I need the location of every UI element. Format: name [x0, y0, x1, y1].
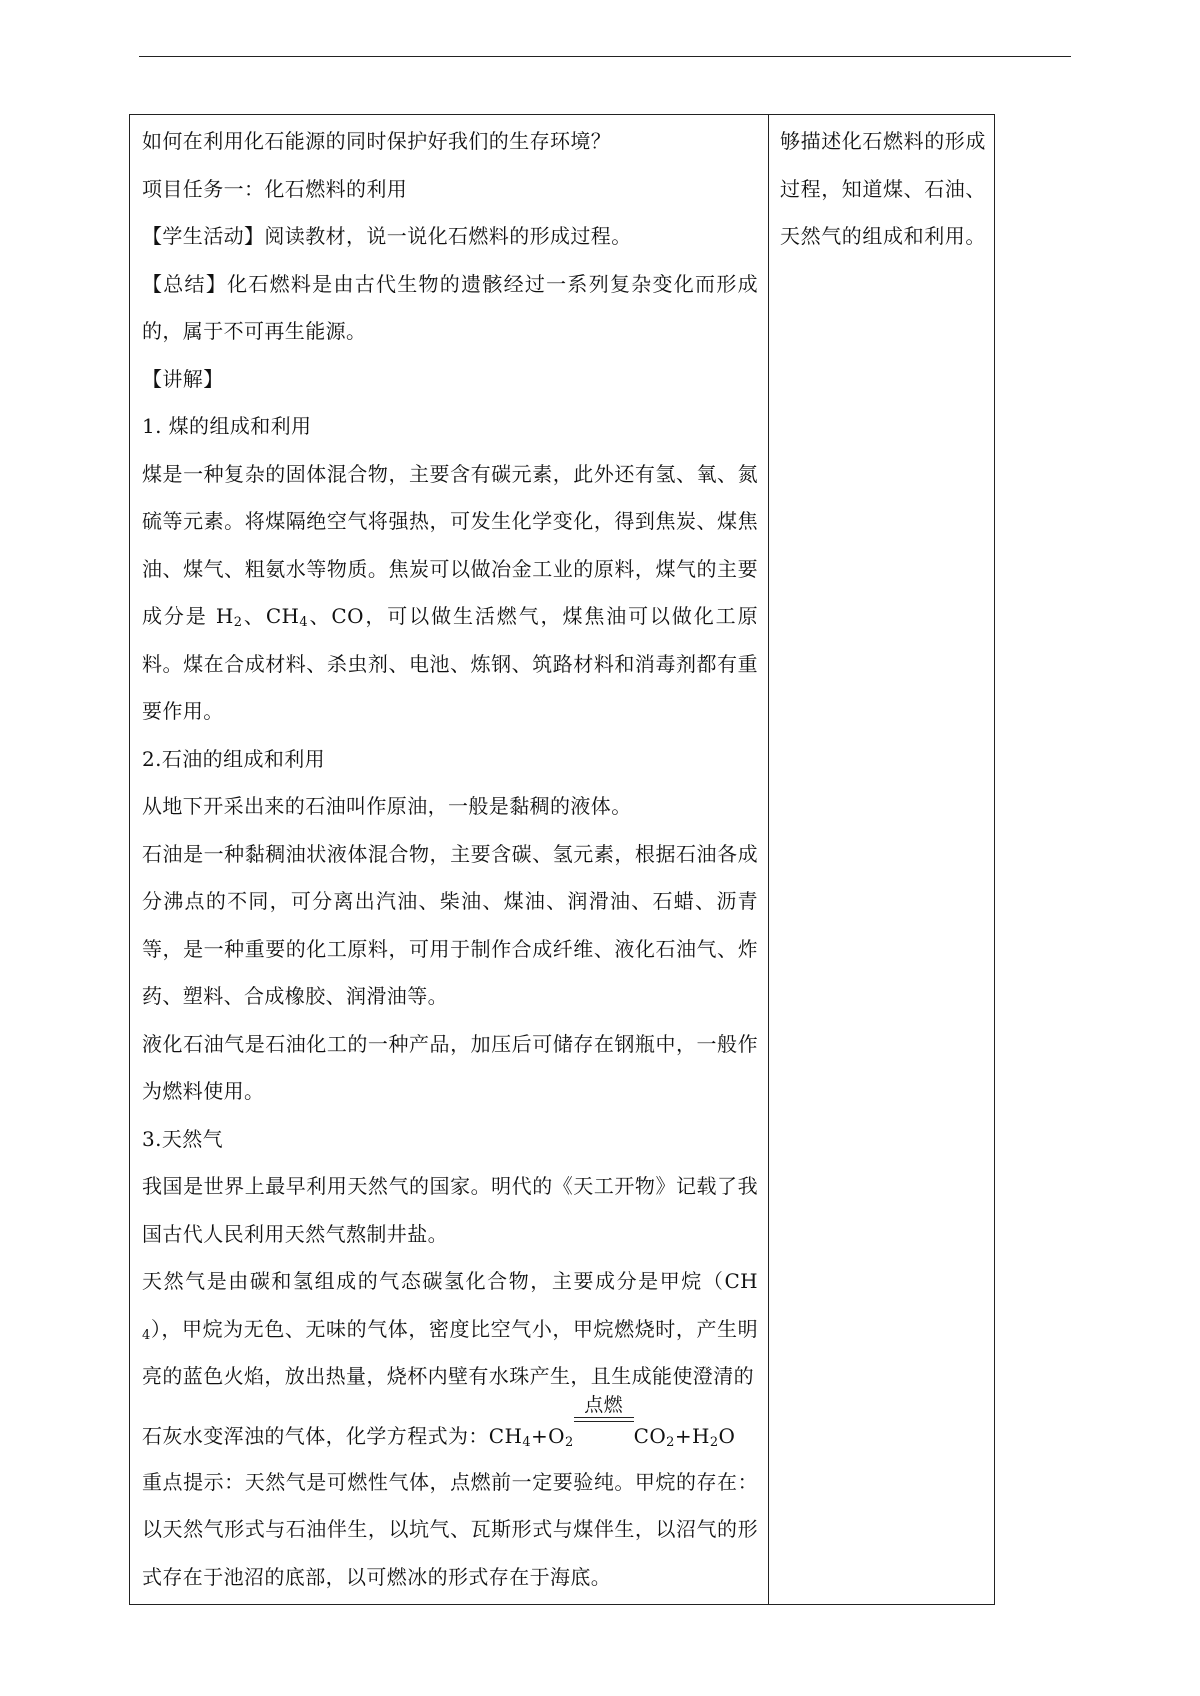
eq-plus-oxygen: +O: [531, 1423, 565, 1448]
oil-heading: 2.石油的组成和利用: [142, 746, 326, 771]
double-bar-sign: [574, 1417, 634, 1422]
ch4-subscript: 4: [299, 615, 309, 630]
summary-paragraph: 【总结】化石燃料是由古代生物的遗骸经过一系列复杂变化而形成的，属于不可再生能源。: [142, 271, 758, 343]
coal-paragraph: [142, 451, 758, 736]
gas-paragraph-1: 我国是世界上最早利用天然气的国家。明代的《天工开物》记载了我国古代人民利用天然气熬制井盐。: [142, 1174, 758, 1246]
header-rule: [139, 56, 1071, 57]
eq-o: O: [718, 1423, 736, 1448]
eq-o2-subscript: 2: [564, 1434, 574, 1450]
eq-plus-h: +H: [674, 1423, 710, 1448]
h2-subscript: 2: [233, 615, 243, 630]
objective-cell: [780, 118, 986, 261]
coal-heading: 1. 煤的组成和利用: [142, 414, 312, 438]
objective-text: 够描述化石燃料的形成过程，知道煤、石油、天然气的组成和利用。: [780, 129, 986, 248]
task-title: 项目任务一：化石燃料的利用: [142, 176, 408, 201]
reaction-arrow: [574, 1393, 634, 1443]
eq-co: CO: [633, 1423, 667, 1448]
coal-text-c: 、CO，可以做生活燃气，煤焦油可以做化工原料。煤在合成材料、杀虫剂、电池、炼钢、筑路材料和消毒剂都有重要作用。: [142, 604, 758, 723]
coal-text-b: 、CH: [242, 604, 300, 628]
gas-text-a: 天然气是由碳和氢组成的气态碳氢化合物，主要成分是甲烷（CH: [142, 1269, 758, 1293]
column-divider: [768, 114, 769, 1605]
oil-paragraph-1: 从地下开采出来的石油叫作原油，一般是黏稠的液体。: [142, 794, 632, 818]
gas-heading: 3.天然气: [142, 1126, 224, 1151]
eq-ch4-subscript: 4: [522, 1434, 532, 1450]
coal-text-a: 煤是一种复杂的固体混合物，主要含有碳元素，此外还有氢、氧、氮硫等元素。将煤隔绝空气将强热，可发生化学变化，得到焦炭、煤焦油、煤气、粗氨水等物质。焦炭可以做冶金工业的原料，煤气的主要成分是 H: [142, 461, 758, 628]
gas-text-b: ），甲烷为无色、无味的气体，密度比空气小，甲烷燃烧时，产生明亮的蓝色火焰，放出热量，烧杯内壁有水珠产生，且生成能使澄清的: [142, 1316, 758, 1388]
guiding-question: 如何在利用化石能源的同时保护好我们的生存环境？: [142, 129, 612, 153]
methane-subscript: 4: [142, 1327, 151, 1343]
lesson-content-cell: [142, 118, 758, 1601]
eq-h2o-subscript: 2: [709, 1434, 719, 1450]
hint-paragraph: 重点提示：天然气是可燃性气体，点燃前一定要验纯。甲烷的存在：以天然气形式与石油伴生，以坑气、瓦斯形式与煤伴生，以沼气的形式存在于池沼的底部，以可燃冰的形式存在于海底。: [142, 1469, 758, 1589]
equation-lead: 石灰水变浑浊的气体，化学方程式为：CH: [142, 1423, 523, 1448]
student-activity: 【学生活动】阅读教材，说一说化石燃料的形成过程。: [142, 224, 632, 248]
reaction-condition: 点燃: [584, 1393, 624, 1416]
equation-line: [142, 1393, 758, 1459]
eq-co2-subscript: 2: [666, 1434, 675, 1450]
oil-paragraph-3: 液化石油气是石油化工的一种产品，加压后可储存在钢瓶中，一般作为燃料使用。: [142, 1031, 758, 1103]
explain-label: 【讲解】: [142, 366, 224, 391]
gas-paragraph-2: [142, 1258, 758, 1401]
oil-paragraph-2: 石油是一种黏稠油状液体混合物，主要含碳、氢元素，根据石油各成分沸点的不同，可分离出汽油、柴油、煤油、润滑油、石蜡、沥青等，是一种重要的化工原料，可用于制作合成纤维、液化石油气、炸药、塑料、合成橡胶、润滑油等。: [142, 841, 758, 1008]
